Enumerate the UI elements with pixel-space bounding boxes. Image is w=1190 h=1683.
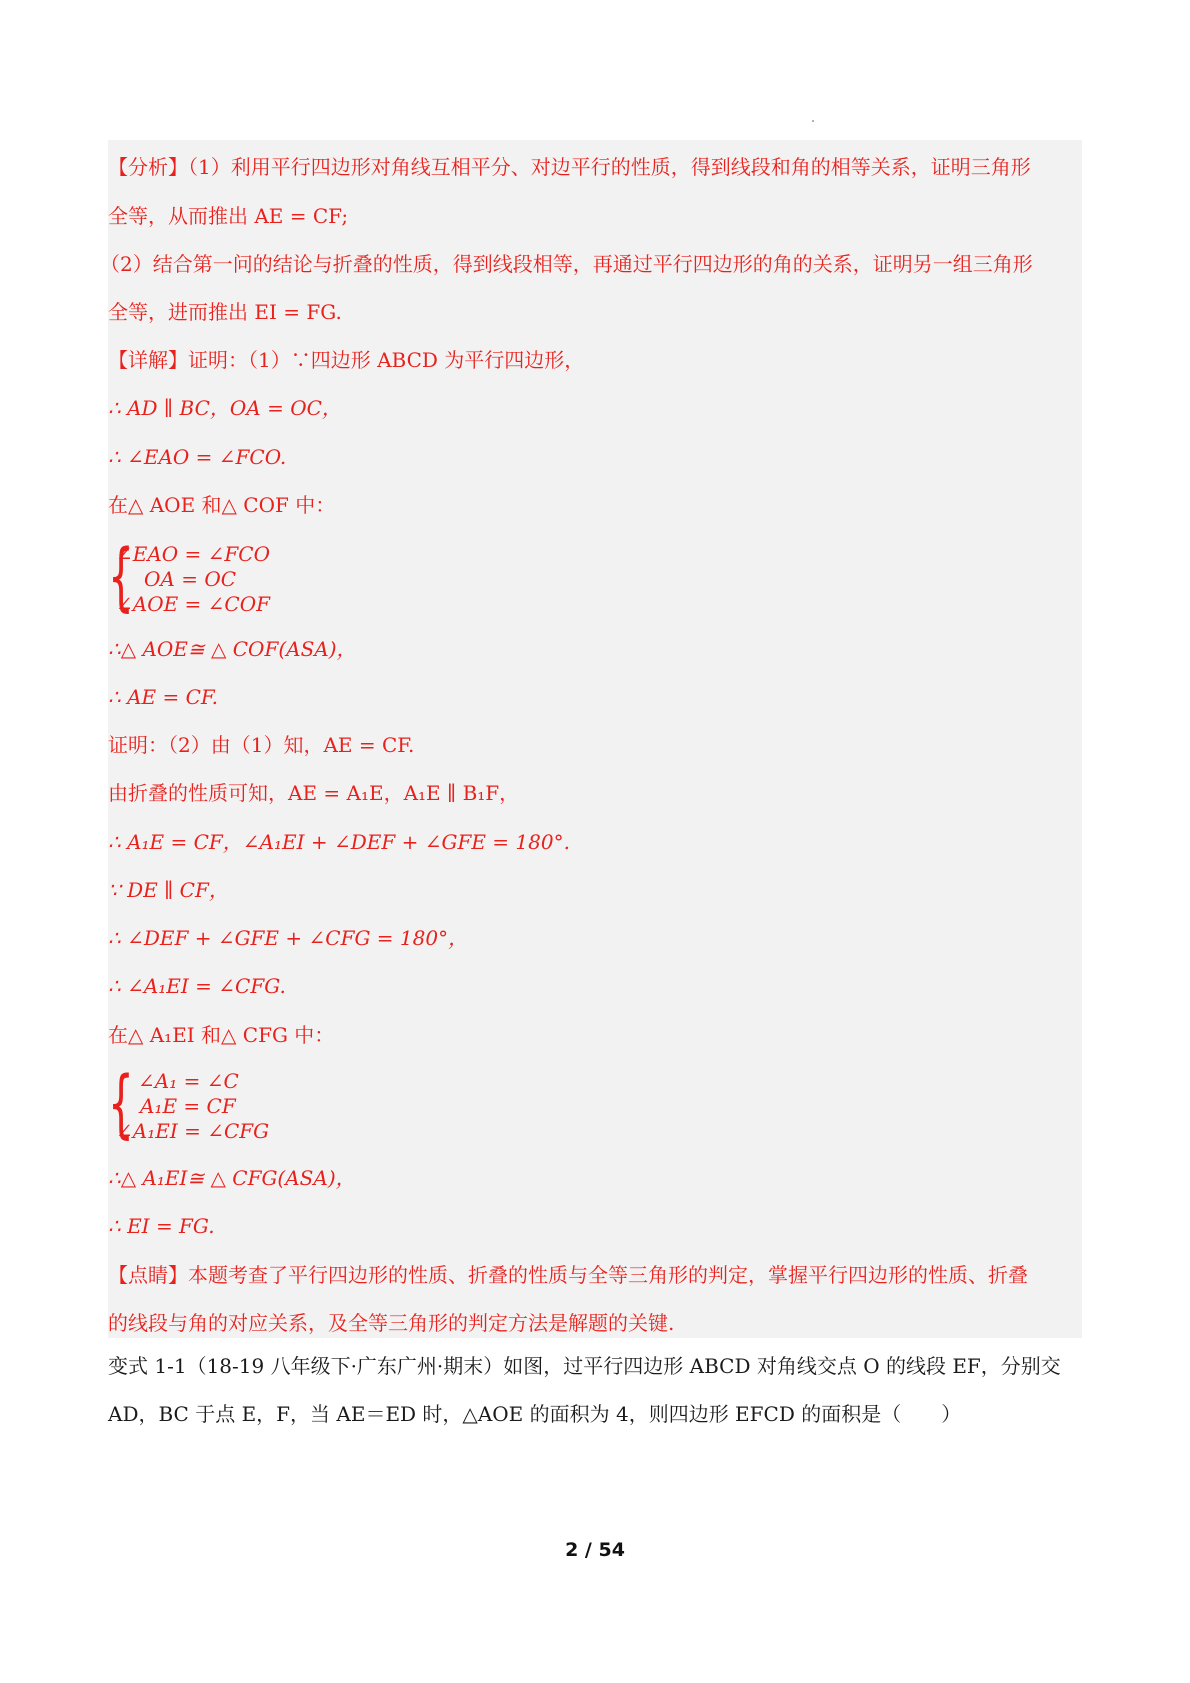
- analysis-line-3: （2）结合第一问的结论与折叠的性质，得到线段相等，再通过平行四边形的角的关系，证明另一组三角形: [100, 252, 1033, 276]
- system-row: OA = OC: [144, 567, 237, 591]
- proof-step: ∵ DE ∥ CF，: [108, 878, 229, 902]
- analysis-line-2: 全等，从而推出 AE = CF;: [108, 204, 349, 228]
- proof-step: 证明：（2）由（1）知，AE = CF.: [108, 733, 415, 757]
- page-number: 2 / 54: [565, 1539, 625, 1561]
- proof-step: 由折叠的性质可知，AE = A₁E，A₁E ∥ B₁F，: [108, 781, 520, 805]
- system-row: ∠AOE = ∠COF: [116, 592, 271, 616]
- proof-step: ∴ ∠EAO = ∠FCO.: [108, 445, 287, 469]
- proof-step: ∴ AE = CF.: [108, 685, 219, 709]
- proof-step: ∴ ∠DEF + ∠GFE + ∠CFG = 180°，: [108, 926, 469, 950]
- exercise-line-1: 变式 1-1（18-19 八年级下·广东广州·期末）如图，过平行四边形 ABCD 对角线交点 O 的线段 EF，分别交: [108, 1354, 1061, 1378]
- exercise-line-2: AD，BC 于点 E，F，当 AE＝ED 时，△AOE 的面积为 4，则四边形 EFCD 的面积是（ ）: [108, 1402, 962, 1426]
- left-brace: {: [108, 534, 134, 620]
- scan-dot: [812, 120, 814, 122]
- system-row: ∠A₁EI = ∠CFG: [116, 1119, 270, 1143]
- proof-step: ∴ EI = FG.: [108, 1214, 215, 1238]
- analysis-line-4: 全等，进而推出 EI = FG.: [108, 300, 342, 324]
- equation-system-1: [108, 534, 328, 620]
- proof-step: 在△ A₁EI 和△ CFG 中：: [108, 1023, 335, 1047]
- proof-step: ∴ A₁E = CF，∠A₁EI + ∠DEF + ∠GFE = 180°.: [108, 830, 570, 854]
- analysis-line-1: 【分析】（1）利用平行四边形对角线互相平分、对边平行的性质，得到线段和角的相等关系，证明三角形: [108, 155, 1031, 179]
- left-brace: {: [108, 1061, 134, 1147]
- system-row: A₁E = CF: [140, 1094, 236, 1118]
- proof-step: ∴△ A₁EI≅ △ CFG(ASA)，: [108, 1166, 356, 1190]
- system-row: ∠EAO = ∠FCO: [116, 542, 271, 566]
- system-row: ∠A₁ = ∠C: [138, 1069, 239, 1093]
- proof-step: ∴ ∠A₁EI = ∠CFG.: [108, 974, 286, 998]
- solution-box: [100, 140, 1082, 1338]
- detail-heading: 【详解】证明：（1）∵四边形 ABCD 为平行四边形，: [108, 348, 585, 372]
- equation-system-2: [108, 1061, 328, 1147]
- comment-line-1: 【点睛】本题考查了平行四边形的性质、折叠的性质与全等三角形的判定，掌握平行四边形的性质、折叠: [108, 1263, 1028, 1287]
- proof-step: 在△ AOE 和△ COF 中：: [108, 493, 336, 517]
- comment-line-2: 的线段与角的对应关系，及全等三角形的判定方法是解题的关键.: [108, 1311, 675, 1335]
- proof-step: ∴ AD ∥ BC，OA = OC，: [108, 396, 342, 420]
- proof-step: ∴△ AOE≅ △ COF(ASA)，: [108, 637, 357, 661]
